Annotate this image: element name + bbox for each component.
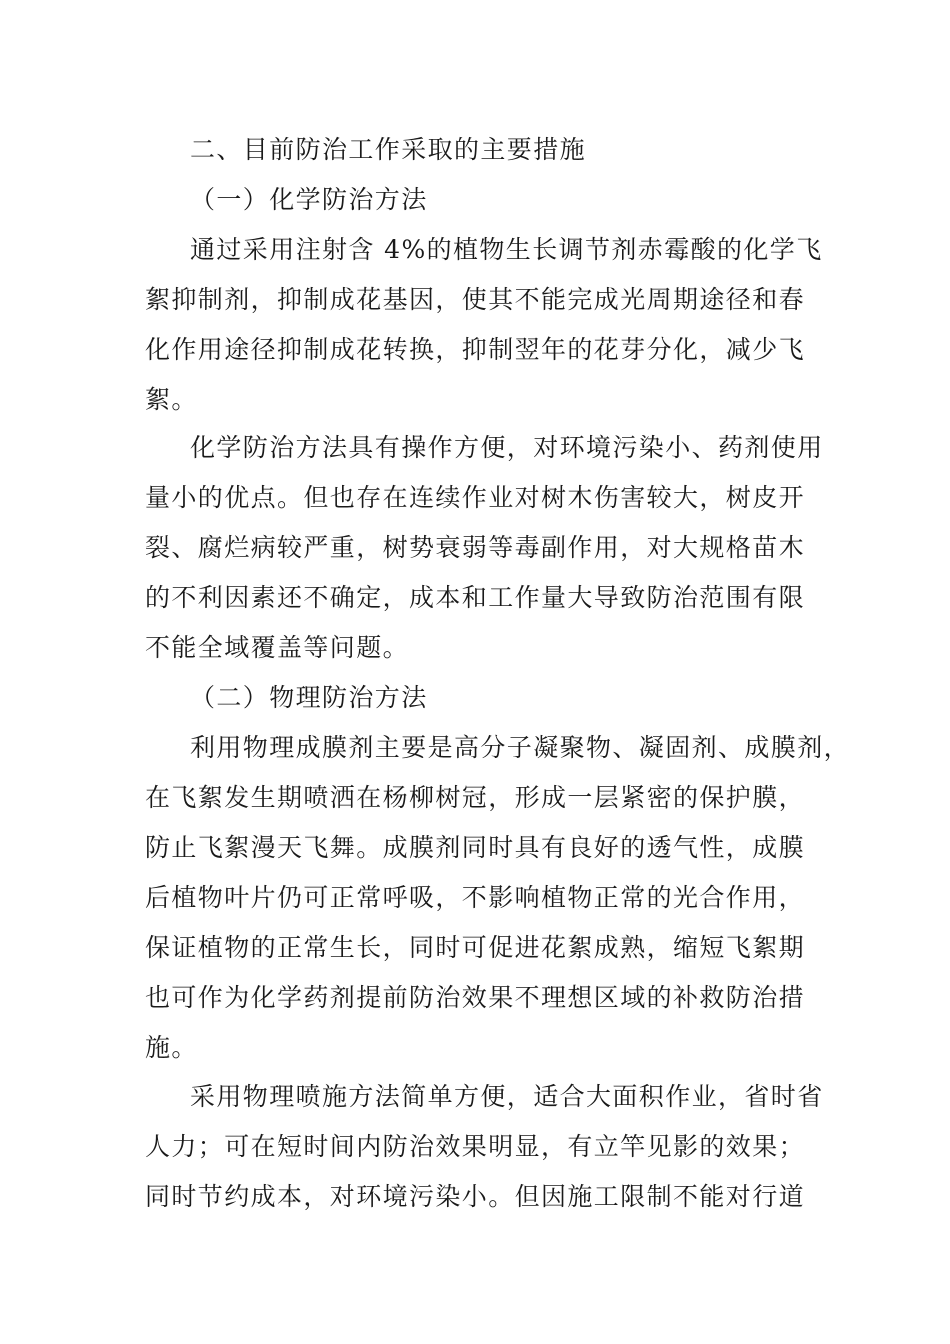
text-line: 防止飞絮漫天飞舞。成膜剂同时具有良好的透气性，成膜 bbox=[145, 833, 806, 862]
text-line: 施。 bbox=[145, 1033, 198, 1062]
section-heading: 二、目前防治工作采取的主要措施 bbox=[190, 135, 587, 164]
text-line: 采用物理喷施方法简单方便，适合大面积作业，省时省 bbox=[190, 1082, 824, 1111]
text-line: 通过采用注射含 4%的植物生长调节剂赤霉酸的化学飞 bbox=[190, 235, 823, 264]
text-line: 也可作为化学药剂提前防治效果不理想区域的补救防治措 bbox=[145, 983, 806, 1012]
text-line: 后植物叶片仍可正常呼吸，不影响植物正常的光合作用， bbox=[145, 883, 806, 912]
subsection-title: （一）化学防治方法 bbox=[190, 185, 428, 214]
text-line: 量小的优点。但也存在连续作业对树木伤害较大，树皮开 bbox=[145, 483, 806, 512]
text-line: 裂、腐烂病较严重，树势衰弱等毒副作用，对大规格苗木 bbox=[145, 533, 806, 562]
text-line: 在飞絮发生期喷洒在杨柳树冠，形成一层紧密的保护膜， bbox=[145, 783, 806, 812]
text-line: 利用物理成膜剂主要是高分子凝聚物、凝固剂、成膜剂， bbox=[190, 733, 851, 762]
text-line: 絮抑制剂，抑制成花基因，使其不能完成光周期途径和春 bbox=[145, 285, 806, 314]
text-line: 絮。 bbox=[145, 385, 198, 414]
text-line: 同时节约成本，对环境污染小。但因施工限制不能对行道 bbox=[145, 1182, 806, 1211]
text-line: 的不利因素还不确定，成本和工作量大导致防治范围有限 bbox=[145, 583, 806, 612]
text-line: 不能全域覆盖等问题。 bbox=[145, 633, 410, 662]
text-line: 人力；可在短时间内防治效果明显，有立竿见影的效果； bbox=[145, 1132, 806, 1161]
text-line: 化作用途径抑制成花转换，抑制翌年的花芽分化，减少飞 bbox=[145, 335, 806, 364]
text-line: 保证植物的正常生长，同时可促进花絮成熟，缩短飞絮期 bbox=[145, 933, 806, 962]
subsection-title: （二）物理防治方法 bbox=[190, 683, 428, 712]
text-line: 化学防治方法具有操作方便，对环境污染小、药剂使用 bbox=[190, 433, 824, 462]
